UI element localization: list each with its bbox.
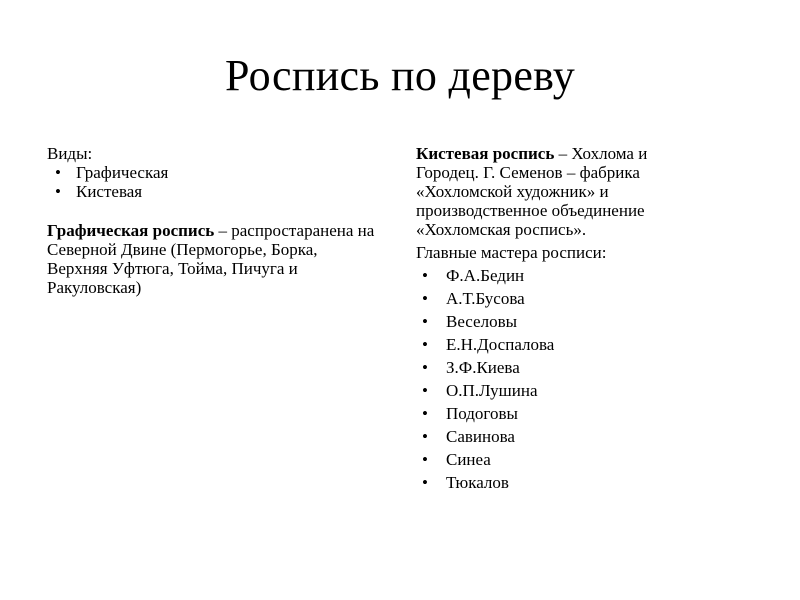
list-item (416, 335, 706, 354)
slide-title: Роспись по дереву (224, 51, 576, 100)
brush-painting-description: – Хохлома и Городец. Г. Семенов – фабрика «Хохломской художник» и производственное объединение «Хохломская роспись». (416, 144, 648, 239)
brush-painting-paragraph (416, 144, 706, 239)
brush-painting-term: Кистевая роспись (416, 144, 555, 163)
list-item (416, 381, 706, 400)
bullet-icon: • (422, 358, 428, 377)
types-list (47, 163, 377, 201)
bullet-icon: • (422, 312, 428, 331)
bullet-icon: • (422, 335, 428, 354)
list-item (416, 358, 706, 377)
list-item (416, 312, 706, 331)
bullet-icon: • (422, 289, 428, 308)
graphic-painting-paragraph (47, 221, 377, 297)
types-label: Виды: (47, 144, 93, 163)
list-item (47, 182, 377, 201)
bullet-icon: • (55, 163, 61, 182)
bullet-icon: • (422, 450, 428, 469)
bullet-icon: • (422, 266, 428, 285)
list-item-label: Подоговы (446, 404, 518, 423)
list-item (416, 427, 706, 446)
list-item (47, 163, 377, 182)
masters-list (416, 266, 706, 492)
list-item (416, 473, 706, 492)
bullet-icon: • (422, 404, 428, 423)
graphic-painting-term: Графическая роспись (47, 221, 215, 240)
bullet-icon: • (55, 182, 61, 201)
list-item-label: О.П.Лушина (446, 381, 538, 400)
masters-label: Главные мастера росписи: (416, 243, 607, 262)
list-item-label: Тюкалов (446, 473, 509, 492)
graphic-painting-description: – распростаранена на Северной Двине (Пермогорье, Борка, Верхняя Уфтюга, Тойма, Пичуга и Ракуловская) (47, 221, 375, 297)
list-item-label: З.Ф.Киева (446, 358, 520, 377)
list-item-label: Синеа (446, 450, 491, 469)
list-item-label: Веселовы (446, 312, 518, 331)
list-item (416, 289, 706, 308)
list-item-label: Е.Н.Доспалова (446, 335, 555, 354)
bullet-icon: • (422, 473, 428, 492)
left-column (47, 144, 377, 297)
right-column (416, 144, 706, 492)
bullet-icon: • (422, 427, 428, 446)
list-item-label: Савинова (446, 427, 515, 446)
list-item (416, 450, 706, 469)
list-item (416, 266, 706, 285)
bullet-icon: • (422, 381, 428, 400)
list-item-label: А.Т.Бусова (446, 289, 525, 308)
list-item-label: Ф.А.Бедин (446, 266, 525, 285)
list-item-label: Кистевая (76, 182, 143, 201)
list-item-label: Графическая (76, 163, 169, 182)
list-item (416, 404, 706, 423)
